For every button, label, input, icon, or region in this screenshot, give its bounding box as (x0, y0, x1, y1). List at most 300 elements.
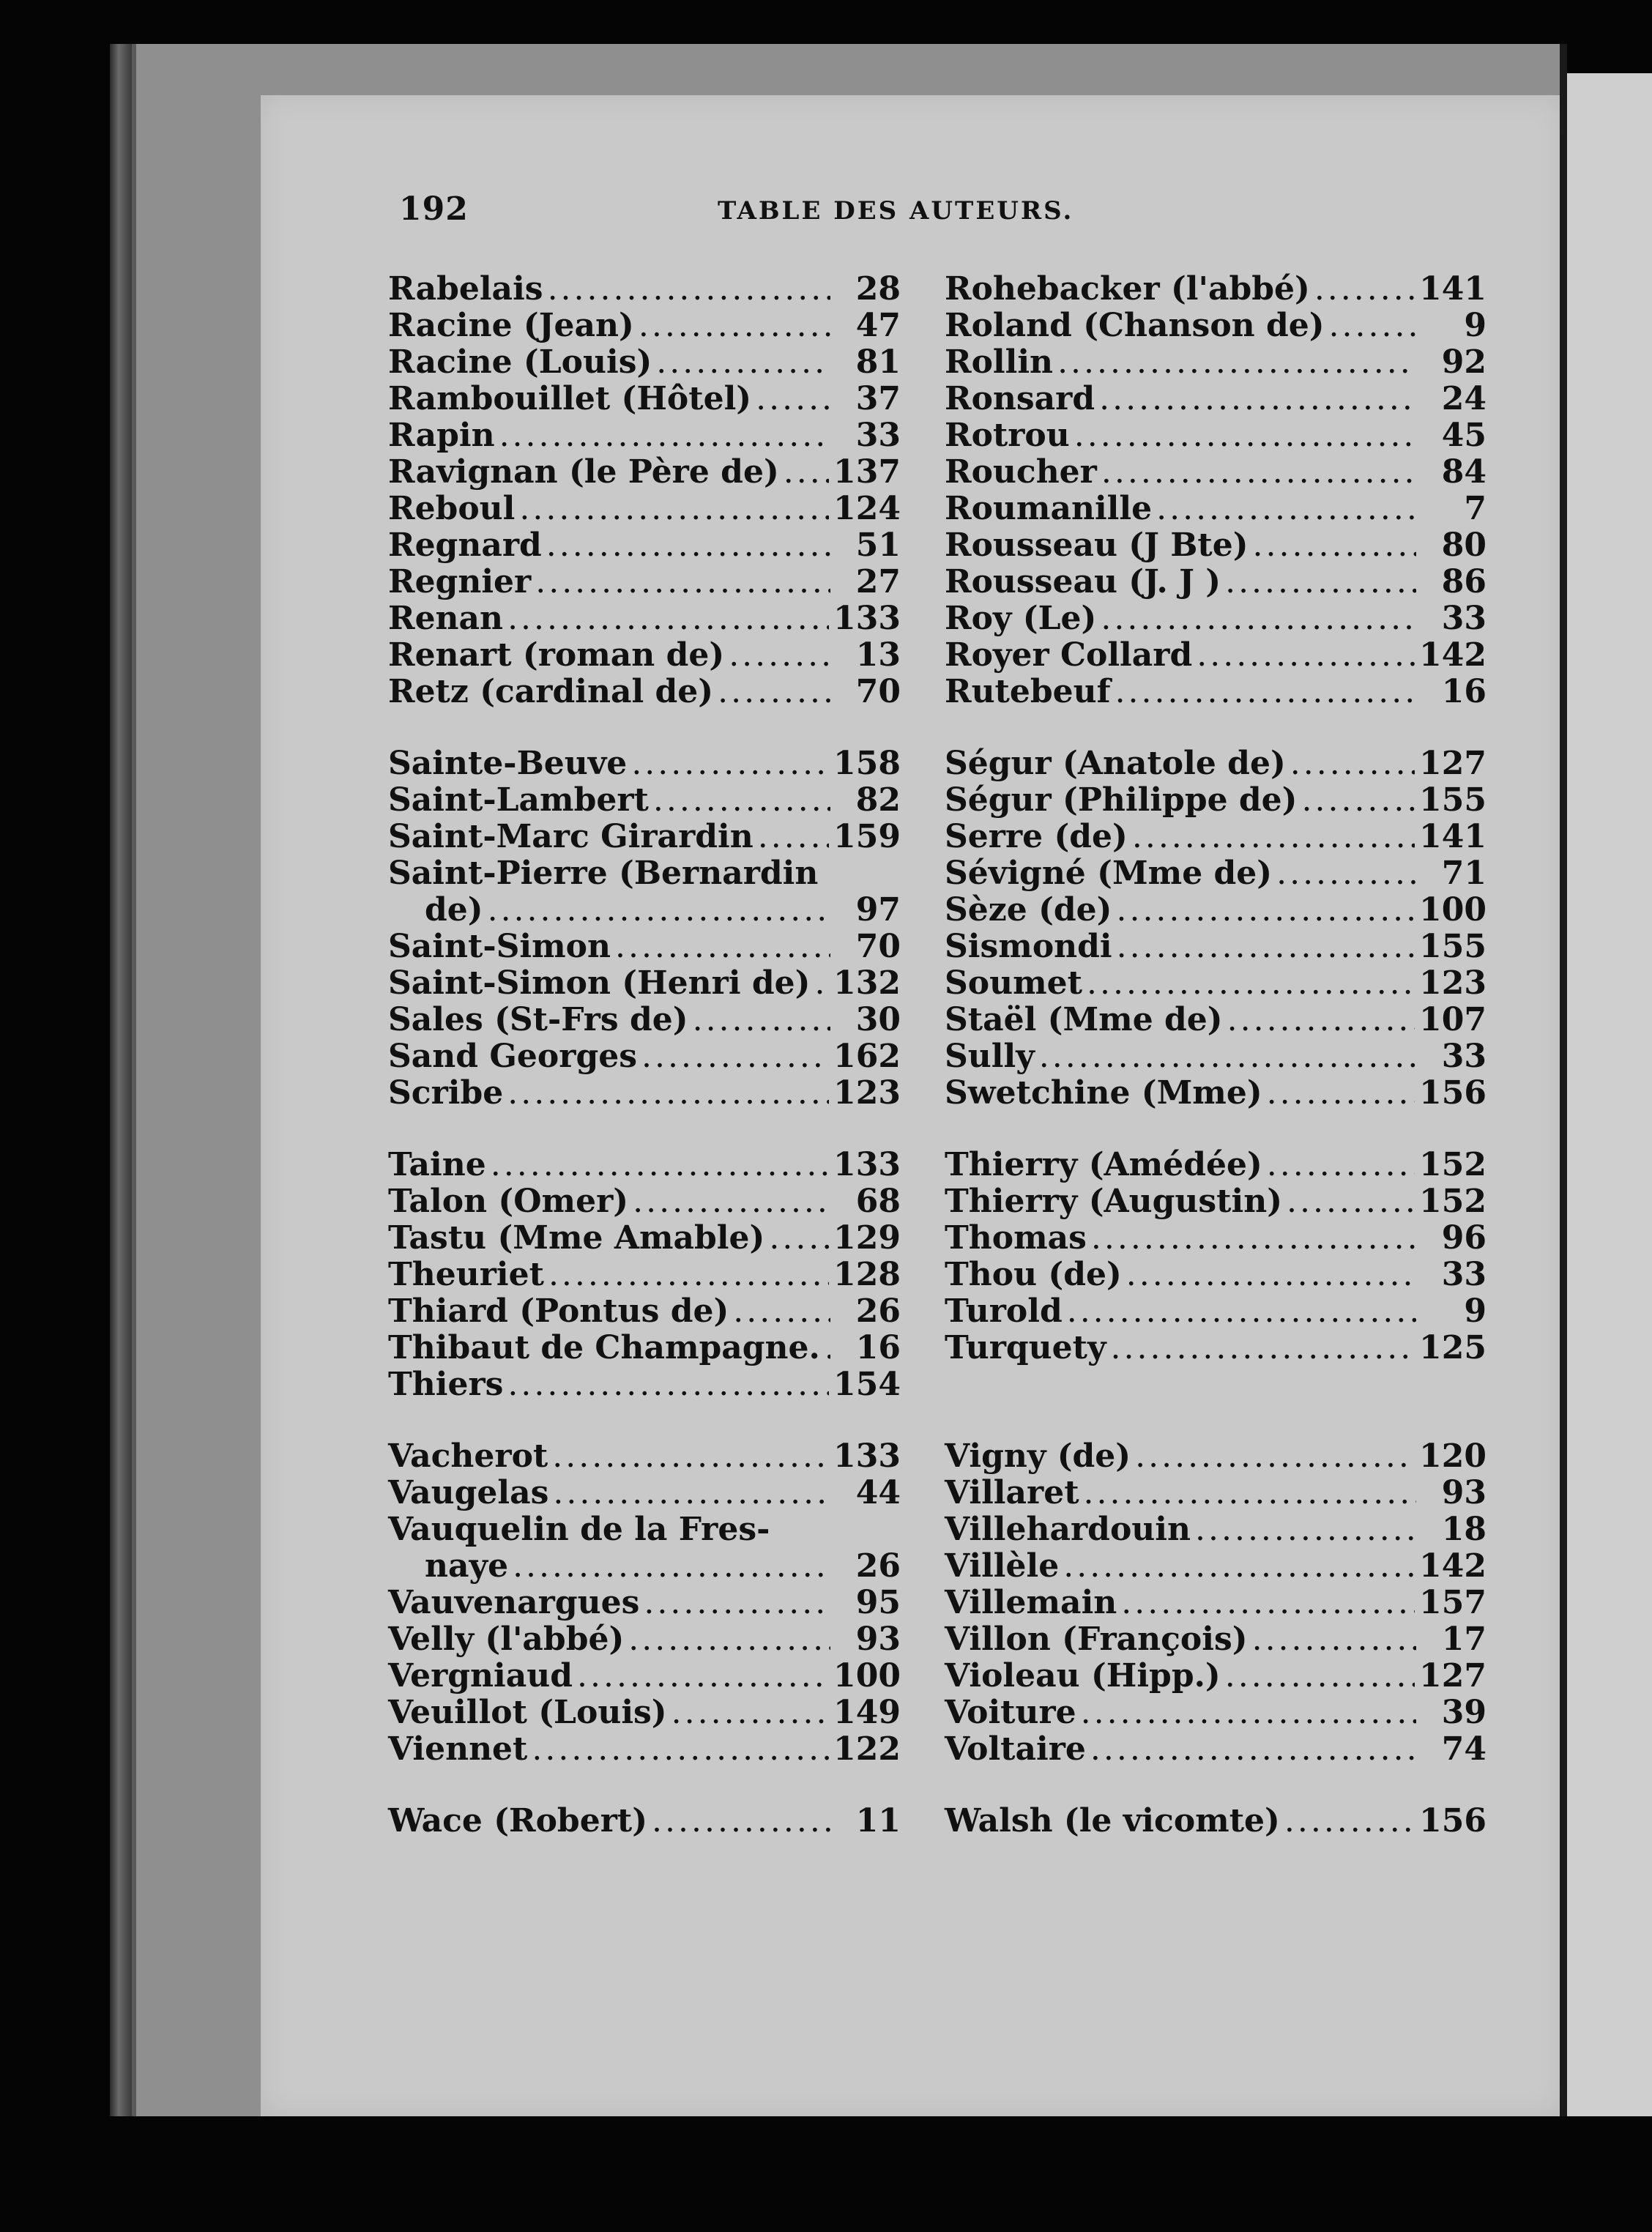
author-name: Thierry (Augustin) (945, 1183, 1283, 1220)
author-name: Sévigné (Mme de) (945, 855, 1273, 892)
author-name: Renan (388, 600, 504, 637)
left-column (388, 271, 901, 1875)
dot-leader (1290, 745, 1415, 782)
page-reference: 33 (1441, 1256, 1487, 1293)
page-reference: 142 (1419, 1547, 1487, 1585)
author-name: Theuriet (388, 1256, 544, 1293)
dot-leader (825, 1330, 830, 1366)
page-reference: 137 (833, 453, 901, 491)
dot-leader (615, 929, 830, 965)
index-entry (945, 344, 1487, 381)
dot-leader (1101, 454, 1416, 491)
dot-leader (548, 271, 830, 308)
index-entry (388, 271, 901, 308)
index-entry (388, 1183, 901, 1220)
dot-leader (639, 308, 830, 344)
page-reference: 123 (1419, 964, 1487, 1002)
author-name: Tastu (Mme Amable) (388, 1219, 765, 1257)
dot-leader (1115, 674, 1416, 710)
index-entry (388, 855, 901, 892)
dot-leader (1225, 564, 1416, 600)
dot-leader (507, 1366, 829, 1403)
page-reference: 16 (1441, 673, 1487, 710)
index-entry (388, 1075, 901, 1112)
index-entry (388, 1511, 901, 1548)
dot-leader (491, 1147, 829, 1183)
dot-leader (756, 381, 830, 417)
index-entry (945, 674, 1487, 710)
dot-leader (535, 564, 830, 600)
dot-leader (693, 1002, 830, 1038)
author-name: Thierry (Amédée) (945, 1146, 1262, 1183)
dot-leader (1081, 1695, 1416, 1731)
page-reference: 47 (855, 307, 901, 344)
author-name: Sèze (de) (945, 891, 1112, 929)
running-title: TABLE DES AUTEURS. (718, 196, 1074, 226)
author-name: Retz (cardinal de) (388, 673, 714, 710)
dot-leader (1084, 1475, 1416, 1511)
page-reference: 81 (855, 343, 901, 381)
author-name: Ravignan (le Père de) (388, 453, 779, 491)
letter-group (388, 1438, 901, 1768)
dot-leader (507, 600, 829, 637)
index-entry (945, 637, 1487, 674)
page-reference: 84 (1441, 453, 1487, 491)
dot-leader (718, 674, 830, 710)
index-entry (388, 381, 901, 417)
dot-leader (546, 527, 830, 564)
dot-leader (1227, 1002, 1415, 1038)
page-number: 192 (399, 190, 469, 228)
index-entry (945, 1731, 1487, 1768)
index-entry (388, 745, 901, 782)
dot-leader (729, 637, 830, 674)
author-name: Sismondi (945, 928, 1112, 965)
author-name: Voiture (945, 1694, 1076, 1731)
page-reference: 9 (1464, 307, 1487, 344)
letter-group (945, 1147, 1487, 1403)
page-reference: 93 (1441, 1474, 1487, 1511)
index-entry (945, 1658, 1487, 1695)
page-reference: 71 (1441, 855, 1487, 892)
index-entry (945, 1183, 1487, 1220)
author-name: Vaugelas (388, 1474, 549, 1511)
index-entry (945, 745, 1487, 782)
page-reference: 132 (833, 964, 901, 1002)
dot-leader (532, 1731, 829, 1768)
index-entry (388, 527, 901, 564)
letter-group (945, 1438, 1487, 1768)
author-name: Veuillot (Louis) (388, 1694, 667, 1731)
page-reference: 92 (1441, 343, 1487, 381)
index-entry (388, 1038, 901, 1075)
dot-leader (653, 782, 830, 819)
dot-leader (758, 819, 829, 855)
page-reference: 33 (1441, 600, 1487, 637)
page-reference: 152 (1419, 1146, 1487, 1183)
author-name: Saint-Lambert (388, 781, 649, 819)
author-name: Violeau (Hipp.) (945, 1657, 1221, 1695)
author-name: Regnier (388, 563, 532, 600)
index-entry (388, 1257, 901, 1293)
dot-leader (1253, 527, 1416, 564)
index-entry (388, 1548, 901, 1585)
dot-leader (631, 745, 829, 782)
author-name: Villèle (945, 1547, 1060, 1585)
author-name: Rambouillet (Hôtel) (388, 380, 752, 417)
author-name: Ségur (Philippe de) (945, 781, 1298, 819)
author-name: Ségur (Anatole de) (945, 745, 1286, 782)
index-entry (388, 491, 901, 527)
dot-leader (1267, 1075, 1415, 1112)
page-reference: 152 (1419, 1183, 1487, 1220)
author-name: Wace (Robert) (388, 1802, 648, 1839)
index-entry (945, 782, 1487, 819)
page-reference: 30 (855, 1001, 901, 1038)
page-reference: 17 (1441, 1621, 1487, 1658)
index-entry (945, 1147, 1487, 1183)
index-entry (388, 637, 901, 674)
index-entry (945, 1475, 1487, 1511)
author-name: Vauvenargues (388, 1584, 640, 1621)
page-reference: 27 (855, 563, 901, 600)
dot-leader (784, 454, 829, 491)
letter-group (388, 1147, 901, 1403)
dot-leader (1039, 1038, 1416, 1075)
page-reference: 122 (833, 1730, 901, 1768)
author-name: Walsh (le vicomte) (945, 1802, 1280, 1839)
index-entry (945, 271, 1487, 308)
page-reference: 100 (833, 1657, 901, 1695)
page-reference: 39 (1441, 1694, 1487, 1731)
dot-leader (814, 965, 829, 1002)
dot-leader (641, 1038, 829, 1075)
dot-leader (519, 491, 829, 527)
index-entry (388, 674, 901, 710)
dot-leader (1267, 1147, 1415, 1183)
author-name: Roy (Le) (945, 600, 1097, 637)
author-name: Swetchine (Mme) (945, 1074, 1262, 1112)
author-name: Regnard (388, 527, 542, 564)
dot-leader (1111, 1330, 1415, 1366)
film-left-edge (110, 44, 132, 2116)
page-reference: 80 (1441, 527, 1487, 564)
author-name: Roumanille (945, 490, 1153, 527)
index-entry (388, 1366, 901, 1403)
index-entry (945, 527, 1487, 564)
index-entry (388, 454, 901, 491)
dot-leader (671, 1695, 830, 1731)
author-name: Ronsard (945, 380, 1095, 417)
author-name: Saint-Marc Girardin (388, 818, 754, 855)
letter-group (388, 271, 901, 710)
page-reference: 44 (855, 1474, 901, 1511)
dot-leader (548, 1257, 829, 1293)
page-reference: 97 (855, 891, 901, 929)
page-reference: 9 (1464, 1292, 1487, 1330)
author-name: Serre (de) (945, 818, 1128, 855)
index-entry (388, 1621, 901, 1658)
dot-leader (652, 1803, 830, 1839)
page-reference: 154 (833, 1366, 901, 1403)
author-name: Sully (945, 1038, 1035, 1075)
index-entry (945, 892, 1487, 929)
author-name: Taine (388, 1146, 486, 1183)
dot-leader (1284, 1803, 1415, 1839)
dot-leader (1099, 381, 1416, 417)
letter-group (945, 271, 1487, 710)
page-reference: 123 (833, 1074, 901, 1112)
page-reference: 120 (1419, 1437, 1487, 1475)
author-name: Saint-Simon (Henri de) (388, 964, 811, 1002)
author-name: Velly (l'abbé) (388, 1621, 625, 1658)
author-name: Thiers (388, 1366, 504, 1403)
page-reference: 128 (833, 1256, 901, 1293)
author-name: Thiard (Pontus de) (388, 1292, 729, 1330)
letter-group (388, 1803, 901, 1839)
author-name: Vacherot (388, 1437, 548, 1475)
dot-leader (577, 1658, 829, 1695)
dot-leader (733, 1293, 830, 1330)
letter-group (945, 745, 1487, 1112)
dot-leader (1116, 892, 1415, 929)
author-name: Thibaut de Champagne. (388, 1329, 820, 1366)
index-entry (388, 1330, 901, 1366)
index-entry (388, 1803, 901, 1839)
index-entry (945, 600, 1487, 637)
index-entry (945, 454, 1487, 491)
index-entry (388, 1438, 901, 1475)
index-entry (945, 308, 1487, 344)
page-reference: 96 (1441, 1219, 1487, 1257)
page-reference: 74 (1441, 1730, 1487, 1768)
dot-leader (1276, 855, 1416, 892)
author-name: Roland (Chanson de) (945, 307, 1325, 344)
index-entry (945, 1330, 1487, 1366)
index-entry (945, 1366, 1487, 1403)
page-reference: 133 (833, 1437, 901, 1475)
author-name: Talon (Omer) (388, 1183, 629, 1220)
dot-leader (1225, 1658, 1415, 1695)
page-reference: 82 (855, 781, 901, 819)
index-entry (945, 965, 1487, 1002)
author-name: naye (425, 1547, 509, 1585)
index-entry (945, 1220, 1487, 1257)
dot-leader (1197, 637, 1415, 674)
page-reference: 124 (833, 490, 901, 527)
dot-leader (1067, 1293, 1416, 1330)
dot-leader (1329, 308, 1416, 344)
page-reference: 28 (855, 270, 901, 308)
index-entry (388, 1731, 901, 1768)
page-reference: 157 (1419, 1584, 1487, 1621)
page-reference: 18 (1441, 1511, 1487, 1548)
dot-leader (1287, 1183, 1415, 1220)
dot-leader (1101, 600, 1416, 637)
author-name: Renart (roman de) (388, 636, 725, 674)
index-entry (388, 819, 901, 855)
dot-leader (1090, 1731, 1416, 1768)
page-reference: 129 (833, 1219, 901, 1257)
page-reference: 142 (1419, 636, 1487, 674)
author-name: Villaret (945, 1474, 1079, 1511)
index-entry (388, 1585, 901, 1621)
author-name: Rousseau (J. J ) (945, 563, 1221, 600)
index-entry (388, 892, 901, 929)
index-entry (945, 417, 1487, 454)
page-reference: 133 (833, 1146, 901, 1183)
dot-leader (1117, 929, 1415, 965)
index-entry (945, 1585, 1487, 1621)
author-name: Sand Georges (388, 1038, 637, 1075)
page-reference: 133 (833, 600, 901, 637)
adjacent-page-edge (1567, 73, 1652, 2116)
author-name: Royer Collard (945, 636, 1193, 674)
right-column (945, 271, 1487, 1875)
index-entry (388, 1147, 901, 1183)
index-entry (388, 965, 901, 1002)
page-reference: 86 (1441, 563, 1487, 600)
author-name: Racine (Louis) (388, 343, 652, 381)
page-reference: 11 (855, 1802, 901, 1839)
author-name: Saint-Pierre (Bernardin (388, 855, 819, 892)
author-name: Soumet (945, 964, 1082, 1002)
dot-leader (644, 1585, 830, 1621)
index-entry (945, 1038, 1487, 1075)
page-reference: 141 (1419, 270, 1487, 308)
dot-leader (1063, 1548, 1415, 1585)
page-reference: 159 (833, 818, 901, 855)
author-name: Staël (Mme de) (945, 1001, 1223, 1038)
index-entry (945, 564, 1487, 600)
dot-leader (1126, 1257, 1416, 1293)
index-entry (388, 1002, 901, 1038)
author-name: Roucher (945, 453, 1097, 491)
page-reference: 141 (1419, 818, 1487, 855)
index-entry (945, 1438, 1487, 1475)
page-reference: 24 (1441, 380, 1487, 417)
page-reference: 37 (855, 380, 901, 417)
author-name: de) (425, 891, 483, 929)
page-reference: 100 (1419, 891, 1487, 929)
dot-leader (1156, 491, 1416, 527)
index-entry (945, 1621, 1487, 1658)
page-reference: 16 (855, 1329, 901, 1366)
index-entry (945, 819, 1487, 855)
author-name: Rotrou (945, 417, 1070, 454)
author-name: Rollin (945, 343, 1054, 381)
dot-leader (488, 892, 830, 929)
index-entry (388, 1658, 901, 1695)
page-reference: 155 (1419, 928, 1487, 965)
author-name: Rabelais (388, 270, 543, 308)
author-name: Rohebacker (l'abbé) (945, 270, 1310, 308)
page-header (256, 103, 1428, 228)
index-entry (945, 1511, 1487, 1548)
index-entry (945, 381, 1487, 417)
dot-leader (1057, 344, 1416, 381)
index-entry (388, 344, 901, 381)
index-entry (945, 1293, 1487, 1330)
author-name: Reboul (388, 490, 516, 527)
dot-leader (552, 1438, 829, 1475)
page-reference: 162 (833, 1038, 901, 1075)
dot-leader (1132, 819, 1415, 855)
dot-leader (553, 1475, 830, 1511)
dot-leader (1252, 1621, 1416, 1658)
index-entry (388, 1695, 901, 1731)
author-name: Sales (St-Frs de) (388, 1001, 688, 1038)
page-gutter (1560, 44, 1567, 2116)
dot-leader (513, 1548, 830, 1585)
page-reference: 149 (833, 1694, 901, 1731)
page-reference: 13 (855, 636, 901, 674)
index-entry (945, 1803, 1487, 1839)
letter-group (388, 745, 901, 1112)
dot-leader (1121, 1585, 1415, 1621)
page-reference: 156 (1419, 1802, 1487, 1839)
page-reference: 107 (1419, 1001, 1487, 1038)
author-name: Racine (Jean) (388, 307, 634, 344)
author-name: Rutebeuf (945, 673, 1111, 710)
page-content (256, 103, 1487, 1839)
index-entry (388, 564, 901, 600)
index-entry (945, 491, 1487, 527)
dot-leader (507, 1075, 829, 1112)
page-reference: 95 (855, 1584, 901, 1621)
author-name: Villehardouin (945, 1511, 1191, 1548)
author-name: Scribe (388, 1074, 504, 1112)
dot-leader (769, 1220, 829, 1257)
page-reference: 33 (855, 417, 901, 454)
page-reference: 127 (1419, 1657, 1487, 1695)
dot-leader (1195, 1511, 1416, 1548)
dot-leader (1302, 782, 1415, 819)
index-entry (945, 1695, 1487, 1731)
index-entry (945, 855, 1487, 892)
author-name: Thomas (945, 1219, 1087, 1257)
index-entry (388, 1293, 901, 1330)
author-name: Vigny (de) (945, 1437, 1131, 1475)
dot-leader (628, 1621, 830, 1658)
index-entry (945, 1075, 1487, 1112)
dot-leader (1314, 271, 1415, 308)
page-reference: 158 (833, 745, 901, 782)
author-name: Vergniaud (388, 1657, 573, 1695)
index-entry (388, 782, 901, 819)
index-entry (945, 1257, 1487, 1293)
page-reference: 45 (1441, 417, 1487, 454)
page-reference: 33 (1441, 1038, 1487, 1075)
author-name: Turold (945, 1292, 1063, 1330)
page-reference: 156 (1419, 1074, 1487, 1112)
index-entry (388, 1475, 901, 1511)
page-reference: 51 (855, 527, 901, 564)
dot-leader (1091, 1220, 1416, 1257)
author-name: Voltaire (945, 1730, 1086, 1768)
dot-leader (499, 417, 830, 454)
author-name: Viennet (388, 1730, 528, 1768)
dot-leader (1074, 417, 1416, 454)
index-entry (388, 308, 901, 344)
page-reference: 93 (855, 1621, 901, 1658)
page-reference: 155 (1419, 781, 1487, 819)
page-reference: 68 (855, 1183, 901, 1220)
author-name: Vauquelin de la Fres- (388, 1511, 770, 1548)
author-name: Turquety (945, 1329, 1106, 1366)
author-name: Saint-Simon (388, 928, 611, 965)
index-entry (388, 600, 901, 637)
